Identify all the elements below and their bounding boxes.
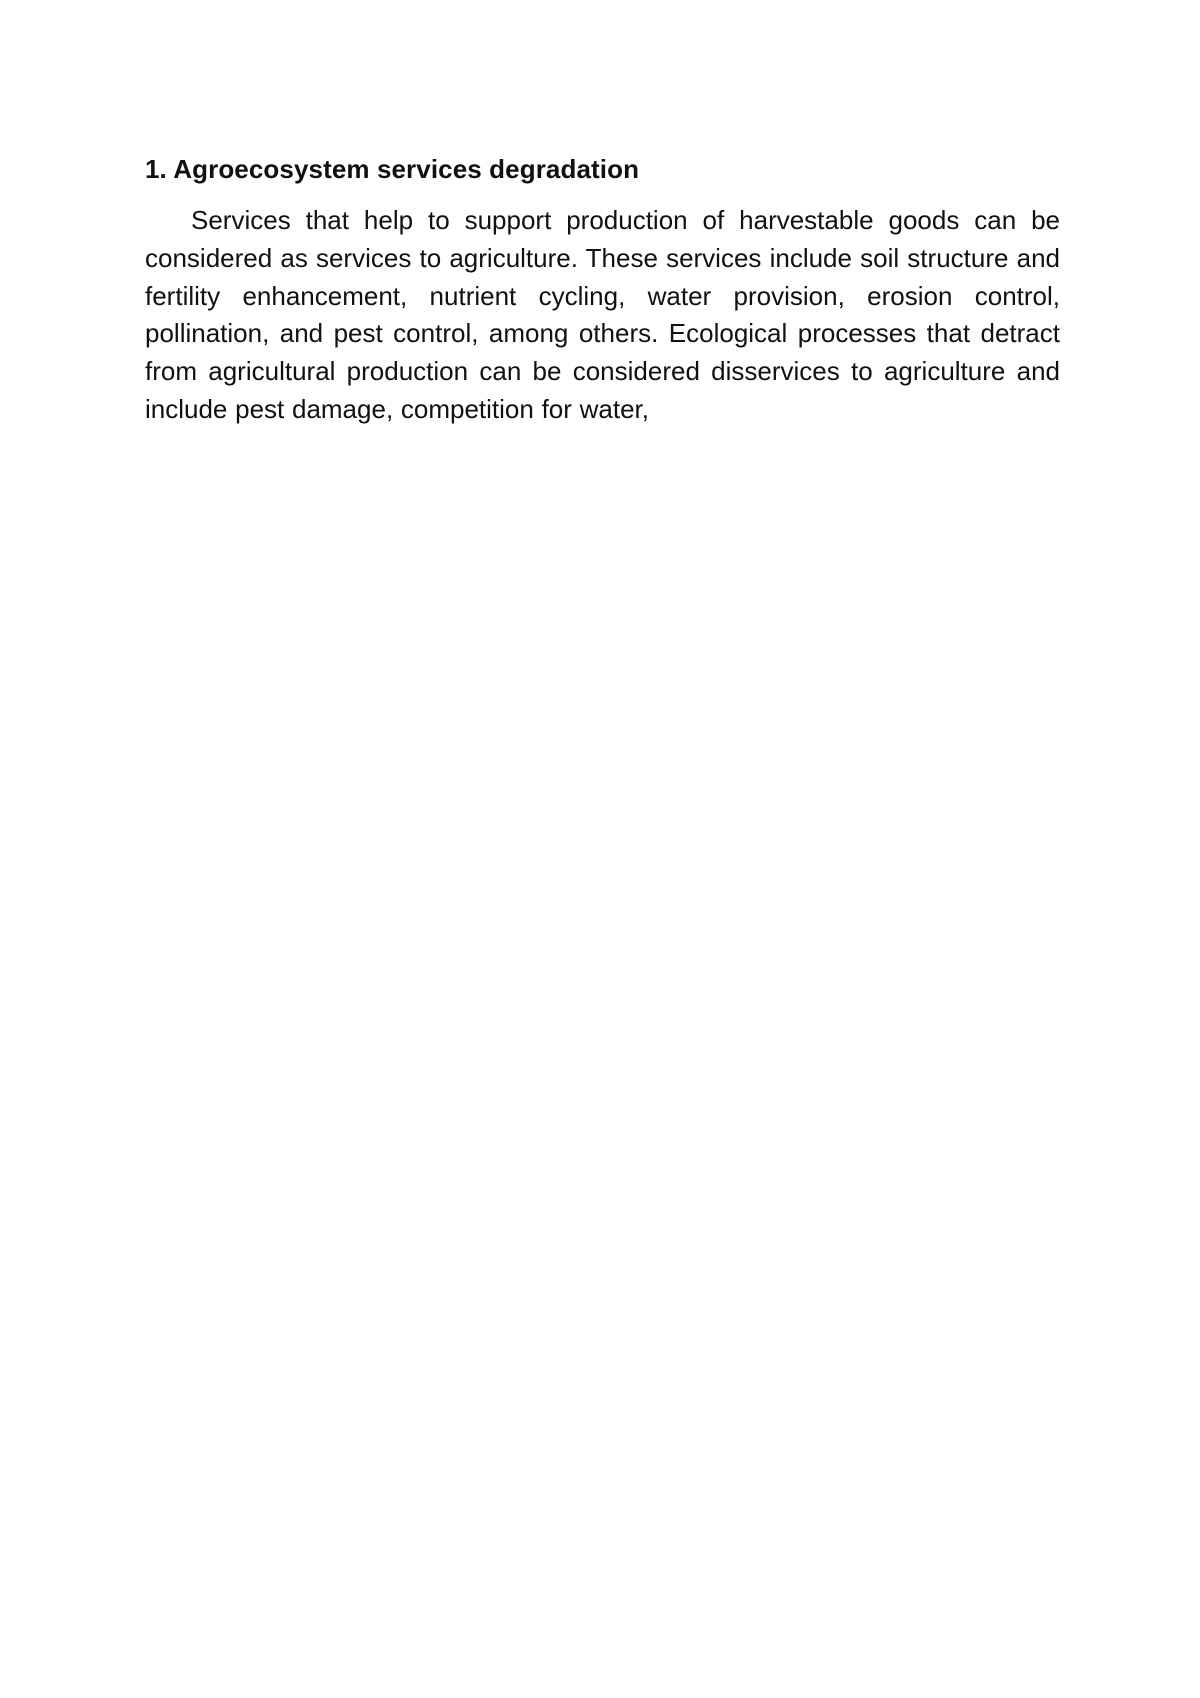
document-body [145, 150, 1060, 429]
section-heading: 1. Agroecosystem services degradation [145, 154, 640, 184]
body-paragraph: Services that help to support production of harvestable goods can be considered as services to agriculture. These services include soil structure and fertility enhancement, nutrient cycling, water provision, erosion control, pollination, and pest control, among others. Ecological processes that detract from agricultural production can be considered disservices to agriculture and include pest damage, competition for water, [145, 205, 1060, 424]
